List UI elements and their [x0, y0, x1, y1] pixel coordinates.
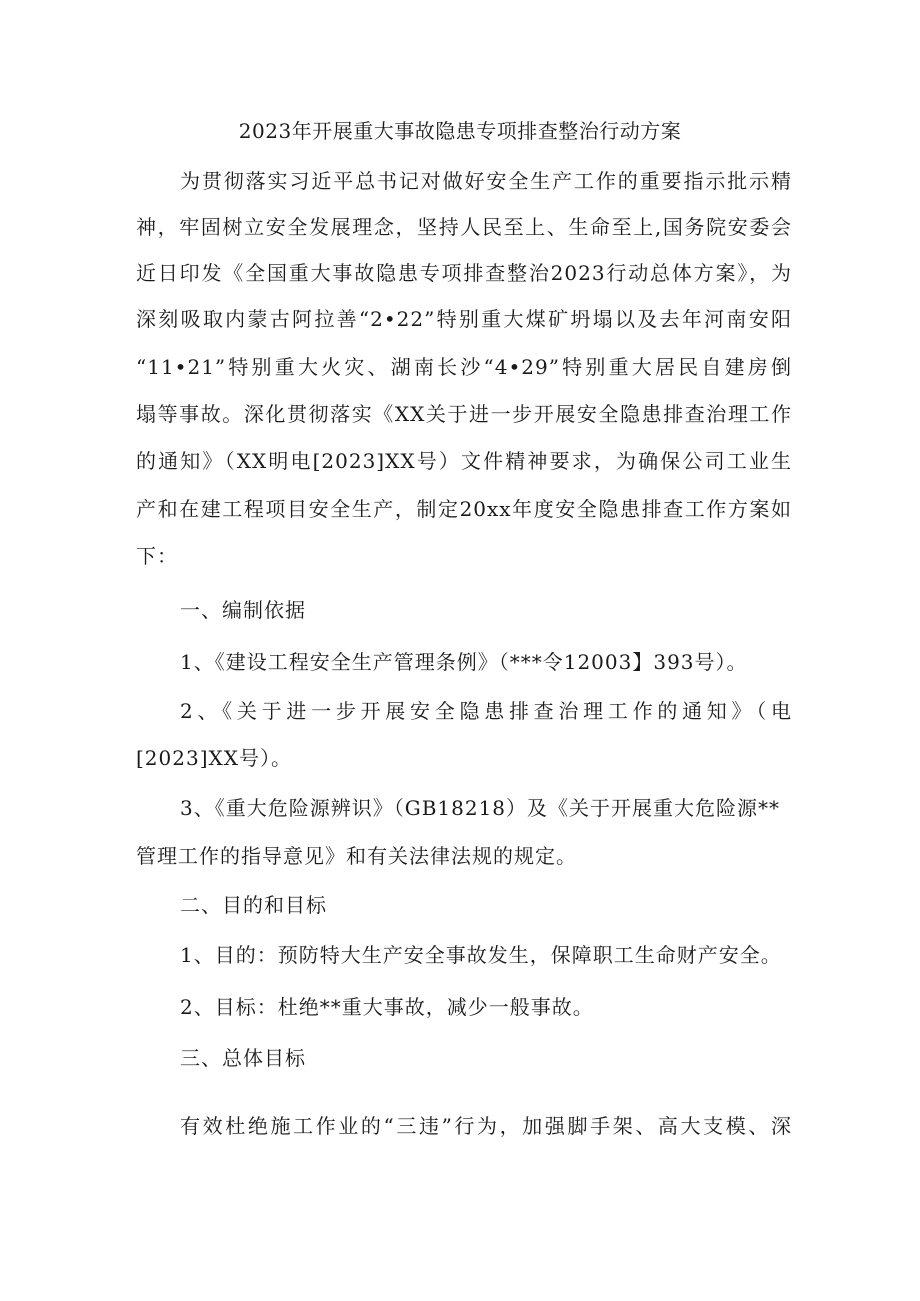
section-1-item-1: 1、《建设工程安全生产管理条例》（***令12003】393号）。	[180, 650, 748, 674]
intro-line-4: 深刻吸取内蒙古阿拉善“2•22”特别重大煤矿坍塌以及去年河南安阳	[136, 307, 792, 331]
section-1-item-3-line-1: 3、《重大危险源辨识》（GB18218）及《关于开展重大危险源**	[180, 796, 781, 820]
intro-line-6: 塌等事故。深化贯彻落实《XX关于进一步开展安全隐患排查治理工作	[136, 402, 792, 426]
section-2-item-1: 1、目的：预防特大生产安全事故发生，保障职工生命财产安全。	[180, 943, 782, 967]
intro-line-3: 近日印发《全国重大事故隐患专项排查整治2023行动总体方案》，为	[136, 261, 792, 285]
section-3-heading: 三、总体目标	[180, 1046, 306, 1070]
section-1-heading: 一、编制依据	[180, 598, 306, 622]
intro-line-9: 下：	[136, 544, 178, 568]
section-2-item-2: 2、目标：杜绝**重大事故，减少一般事故。	[180, 995, 594, 1019]
document-title: 2023年开展重大事故隐患专项排查整治行动方案	[238, 119, 682, 143]
intro-line-7: 的通知》（XX明电[2023]XX号）文件精神要求，为确保公司工业生	[136, 449, 792, 473]
section-1-item-2-line-2: [2023]XX号）。	[136, 746, 292, 770]
section-2-heading: 二、目的和目标	[180, 893, 327, 917]
intro-line-5: “11•21”特别重大火灾、湖南长沙“4•29”特别重大居民自建房倒	[136, 355, 792, 379]
intro-line-8: 产和在建工程项目安全生产，制定20xx年度安全隐患排查工作方案如	[136, 497, 792, 521]
section-1-item-2-line-1: 2、《关于进一步开展安全隐患排查治理工作的通知》（电	[180, 699, 792, 723]
section-3-paragraph-line-1: 有效杜绝施工作业的“三违”行为，加强脚手架、高大支模、深	[180, 1114, 792, 1138]
intro-line-1: 为贯彻落实习近平总书记对做好安全生产工作的重要指示批示精	[180, 169, 792, 193]
section-1-item-3-line-2: 管理工作的指导意见》和有关法律法规的规定。	[136, 844, 577, 868]
intro-line-2: 神，牢固树立安全发展理念，坚持人民至上、生命至上,国务院安委会	[136, 215, 792, 239]
